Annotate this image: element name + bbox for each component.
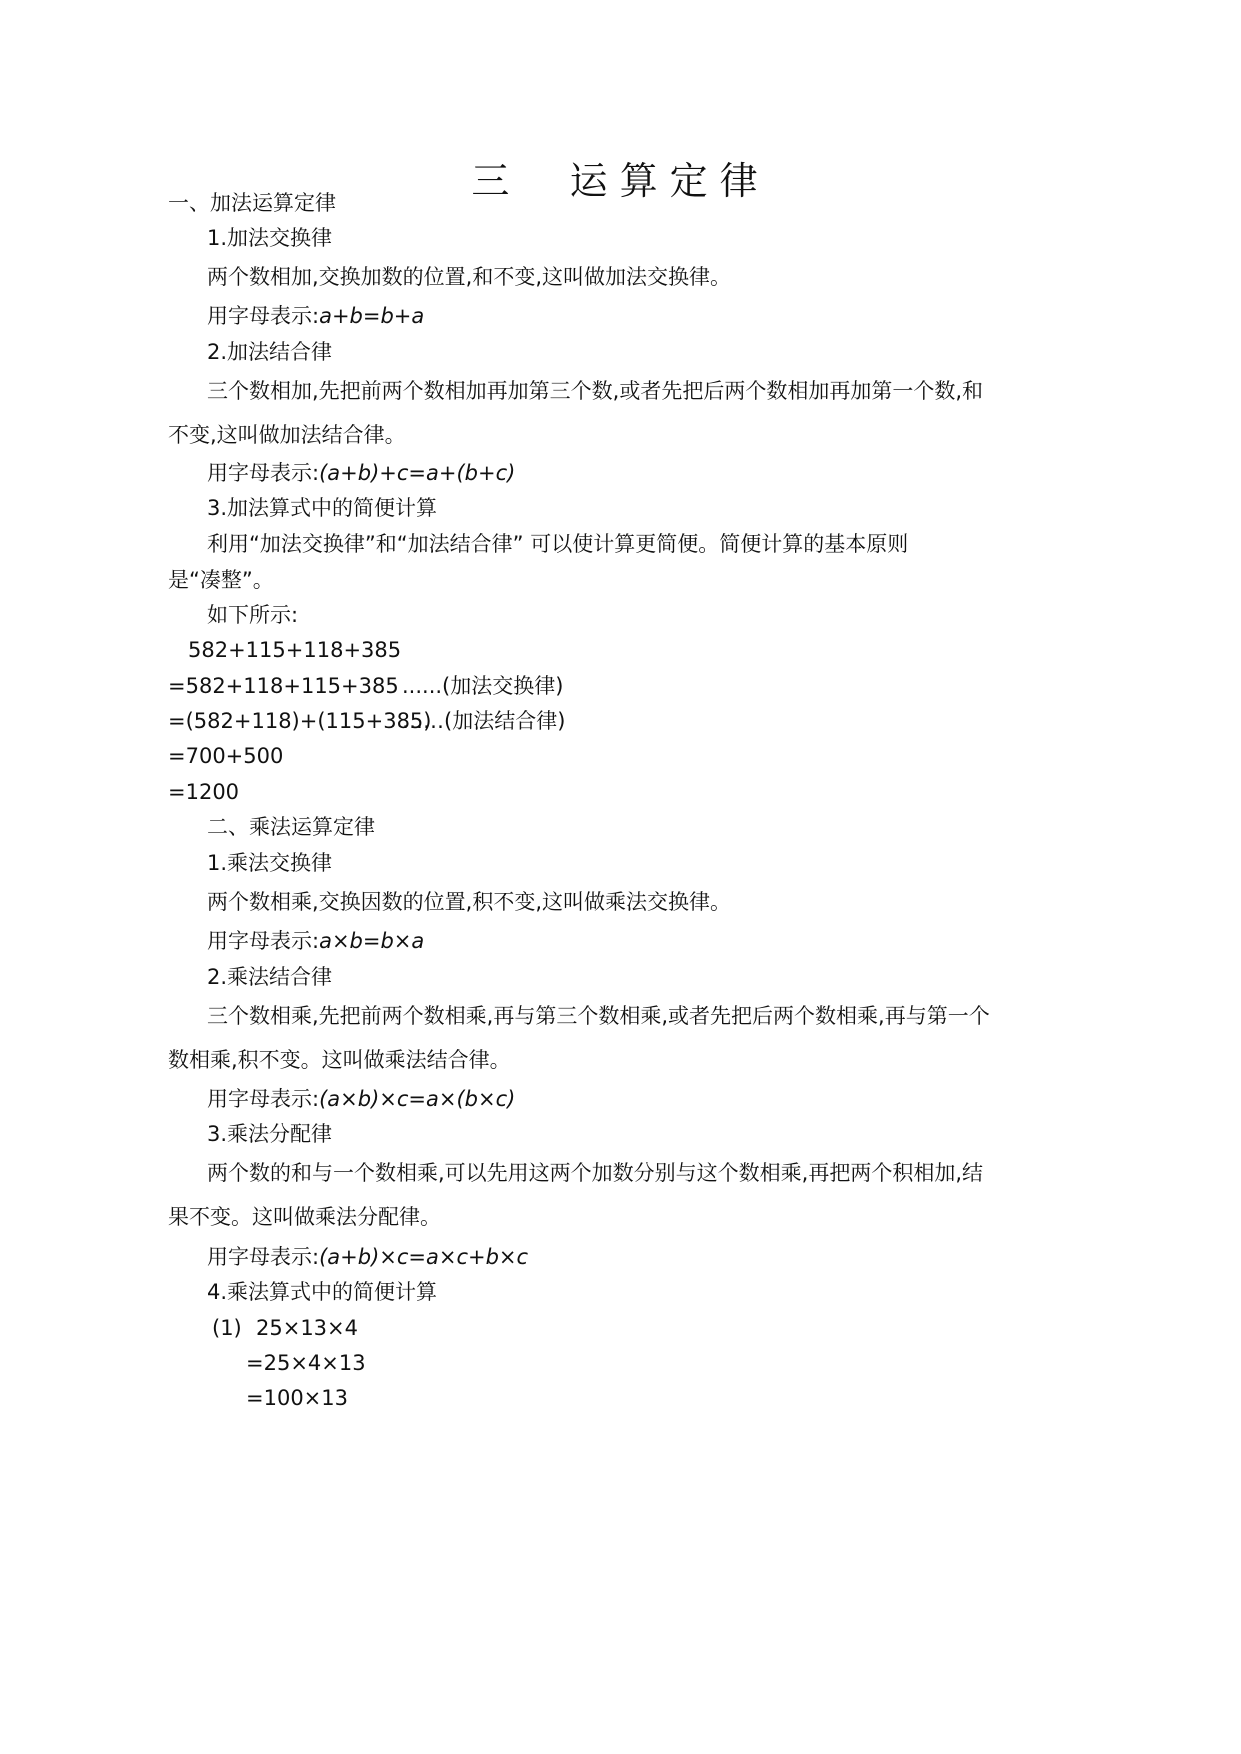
law-desc-mul-distributive-line1: 两个数的和与一个数相乘,可以先用这两个加数分别与这个数相乘,再把两个积相加,结: [207, 1161, 984, 1185]
example-note-associative: ……(加法结合律): [402, 709, 566, 733]
example-label: (1): [212, 1316, 242, 1340]
law-title-mul-distributive: 3.乘法分配律: [207, 1122, 333, 1146]
formula-expression: (a+b)+c=a+(b+c): [319, 461, 516, 485]
law-desc-add-associative-line1: 三个数相加,先把前两个数相加再加第三个数,或者先把后两个数相加再加第一个数,和: [207, 379, 984, 403]
example-line-4: =700+500: [168, 744, 284, 768]
mul-example-line-3: =100×13: [246, 1386, 348, 1410]
example-note-commutative: ......(加法交换律): [402, 674, 564, 698]
example-line-2: =582+118+115+385: [168, 674, 399, 698]
example-line-1: 582+115+118+385: [188, 638, 402, 662]
simplification-title-multiplication: 4.乘法算式中的简便计算: [207, 1280, 438, 1304]
formula-add-commutative: [207, 302, 424, 330]
formula-expression: a×b=b×a: [319, 929, 425, 953]
law-title-add-associative: 2.加法结合律: [207, 340, 333, 364]
law-desc-add-commutative: 两个数相加,交换加数的位置,和不变,这叫做加法交换律。: [207, 265, 732, 289]
formula-prefix: 用字母表示:: [207, 461, 320, 485]
formula-prefix: 用字母表示:: [207, 1245, 320, 1269]
law-title-add-commutative: 1.加法交换律: [207, 226, 333, 250]
formula-mul-distributive: [207, 1243, 528, 1271]
law-desc-mul-associative-line1: 三个数相乘,先把前两个数相乘,再与第三个数相乘,或者先把后两个数相乘,再与第一个: [207, 1004, 990, 1028]
page-title: 三 运算定律: [471, 159, 770, 203]
formula-expression: (a+b)×c=a×c+b×c: [319, 1245, 529, 1269]
simplification-desc-line2: 是“凑整”。: [168, 568, 274, 592]
section-heading-addition: 一、加法运算定律: [168, 191, 336, 215]
law-desc-mul-associative-line2: 数相乘,积不变。这叫做乘法结合律。: [168, 1048, 511, 1072]
section-heading-multiplication: 二、乘法运算定律: [207, 815, 375, 839]
law-desc-add-associative-line2: 不变,这叫做加法结合律。: [168, 423, 406, 447]
formula-prefix: 用字母表示:: [207, 304, 320, 328]
formula-expression: (a×b)×c=a×(b×c): [319, 1087, 516, 1111]
example-intro: 如下所示:: [207, 603, 299, 627]
simplification-desc-line1: 利用“加法交换律”和“加法结合律” 可以使计算更简便。简便计算的基本原则: [207, 532, 909, 556]
formula-prefix: 用字母表示:: [207, 1087, 320, 1111]
example-line-3: =(582+118)+(115+385): [168, 709, 432, 733]
formula-add-associative: [207, 459, 515, 487]
law-title-mul-commutative: 1.乘法交换律: [207, 851, 333, 875]
simplification-title-addition: 3.加法算式中的简便计算: [207, 496, 438, 520]
mul-example-line-2: =25×4×13: [246, 1351, 366, 1375]
example-line-5: =1200: [168, 780, 240, 804]
formula-mul-associative: [207, 1085, 515, 1113]
formula-mul-commutative: [207, 927, 424, 955]
law-desc-mul-commutative: 两个数相乘,交换因数的位置,积不变,这叫做乘法交换律。: [207, 890, 732, 914]
formula-expression: a+b=b+a: [319, 304, 425, 328]
mul-example-line-1: 25×13×4: [256, 1316, 358, 1340]
law-desc-mul-distributive-line2: 果不变。这叫做乘法分配律。: [168, 1205, 441, 1229]
law-title-mul-associative: 2.乘法结合律: [207, 965, 333, 989]
formula-prefix: 用字母表示:: [207, 929, 320, 953]
